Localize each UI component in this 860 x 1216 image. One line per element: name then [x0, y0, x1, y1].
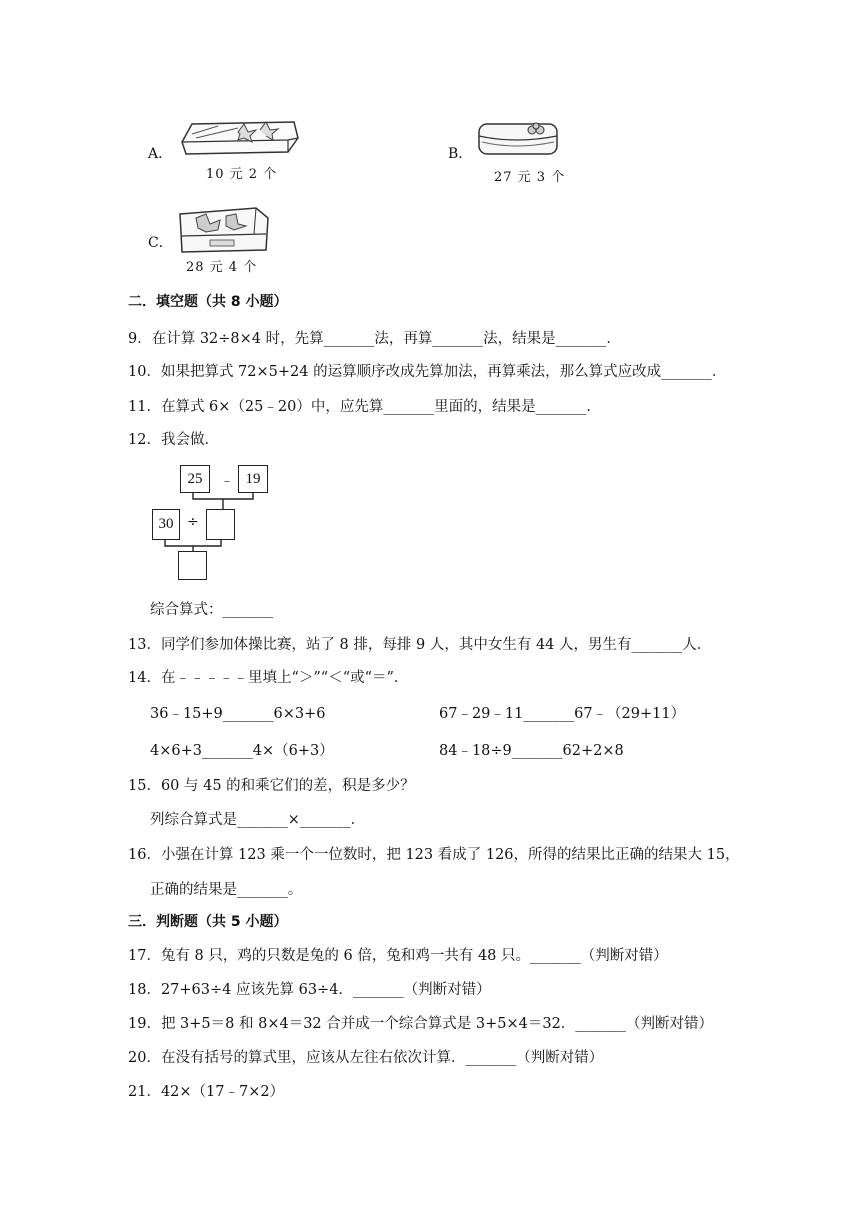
question-14-item-3: 4×6+3_______4×（6+3） — [150, 743, 334, 759]
question-17: 17．兔有 8 只，鸡的只数是兔的 6 倍，兔和鸡一共有 48 只。_______（判断对错） — [128, 948, 668, 964]
question-19: 19．把 3+5＝8 和 8×4＝32 合并成一个综合算式是 3+5×4＝32．_______（判断对错） — [128, 1016, 714, 1032]
question-21: 21．42×（17﹣7×2） — [128, 1084, 285, 1100]
option-b-label: B． — [448, 146, 473, 162]
section-fill-in-title: 二．填空题（共 8 小题） — [128, 294, 288, 310]
diagram-minus-sign: ﹣ — [220, 473, 234, 489]
question-14-item-1: 36﹣15+9_______6×3+6 — [150, 706, 326, 722]
option-b-caption: 27 元 3 个 — [494, 170, 566, 185]
pencil-box-b-image — [476, 118, 562, 160]
question-14-item-2: 67﹣29﹣11_______67﹣（29+11） — [439, 706, 686, 722]
question-14-item-4: 84﹣18÷9_______62+2×8 — [439, 743, 624, 759]
question-12-answer: 综合算式：_______ — [150, 602, 274, 618]
question-13: 13．同学们参加体操比赛，站了 8 排，每排 9 人，其中女生有 44 人，男生有_______人． — [128, 637, 712, 653]
question-20: 20．在没有括号的算式里，应该从左往右依次计算．_______（判断对错） — [128, 1050, 604, 1066]
question-12: 12．我会做． — [128, 432, 219, 448]
diagram-answer-box-2 — [178, 551, 207, 580]
pencil-box-a-image — [178, 112, 300, 160]
option-c-caption: 28 元 4 个 — [186, 260, 258, 275]
question-16-line-1: 16．小强在计算 123 乘一个一位数时，把 123 看成了 126，所得的结果比正确的结果大 15， — [128, 847, 740, 863]
diagram-answer-box-1 — [206, 509, 235, 540]
option-c-label: C． — [148, 235, 173, 251]
diagram-box-19: 19 — [238, 465, 268, 493]
diagram-divide-sign: ÷ — [187, 514, 199, 530]
question-11: 11．在算式 6×（25﹣20）中，应先算_______里面的，结果是_______． — [128, 399, 601, 415]
question-15: 15．60 与 45 的和乘它们的差，积是多少？ — [128, 778, 415, 794]
option-a-caption: 10 元 2 个 — [206, 167, 278, 182]
diagram-box-30: 30 — [152, 509, 180, 540]
section-judgement-title: 三．判断题（共 5 小题） — [128, 914, 288, 930]
question-9: 9．在计算 32÷8×4 时，先算_______法，再算_______法，结果是_______． — [128, 331, 621, 347]
option-a-label: A． — [148, 146, 173, 162]
question-18: 18．27+63÷4 应该先算 63÷4．_______（判断对错） — [128, 982, 491, 998]
question-16-line-2: 正确的结果是_______。 — [150, 882, 303, 898]
question-10: 10．如果把算式 72×5+24 的运算顺序改成先算加法，再算乘法，那么算式应改成_______． — [128, 364, 727, 380]
question-14: 14．在﹣﹣﹣﹣﹣里填上“＞”“＜“或“＝”． — [128, 670, 409, 686]
diagram-box-25: 25 — [180, 465, 210, 493]
pencil-box-c-image — [176, 204, 272, 254]
question-15-answer: 列综合算式是_______×_______． — [150, 812, 366, 828]
